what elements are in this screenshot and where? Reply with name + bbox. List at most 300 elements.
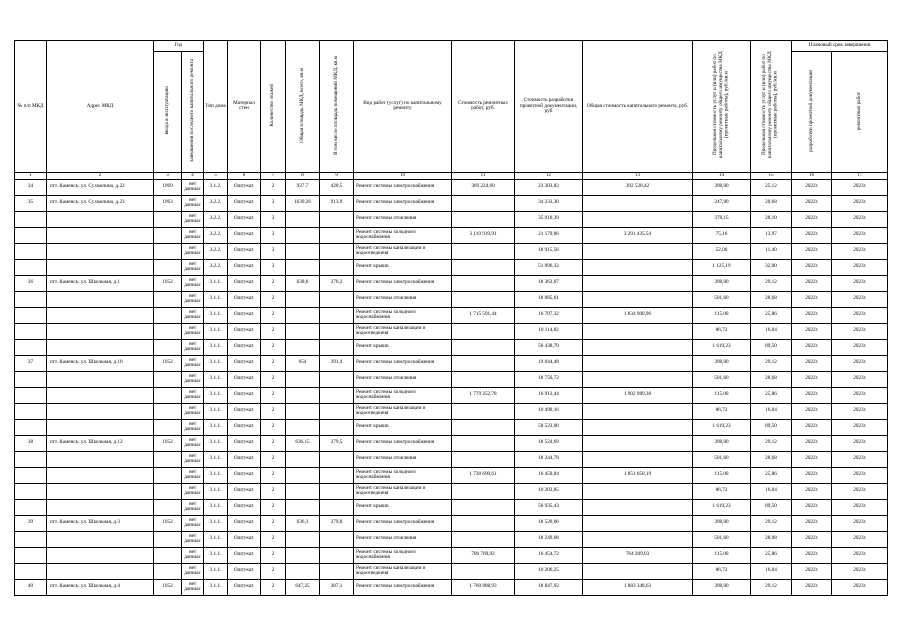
floors-cell: 2: [261, 275, 286, 291]
address-cell: [47, 291, 154, 307]
project-deadline-cell: 2022г: [792, 371, 832, 387]
address-cell: [47, 259, 154, 275]
premises-area-cell: [320, 419, 354, 435]
works-deadline-cell: 2023г: [832, 467, 888, 483]
works-deadline-cell: 2023г: [832, 179, 888, 195]
work-type-cell: Ремонт системы канализации и водоотведения: [354, 403, 452, 419]
works-deadline-cell: 2023г: [832, 531, 888, 547]
repair-cost-cell: [452, 211, 515, 227]
limit-cost-2-cell: 89,50: [751, 499, 792, 515]
table-row: [15, 435, 888, 451]
last-repair-cell: нет данных: [182, 563, 204, 579]
type-cell: 3.1.1.: [204, 531, 228, 547]
table-row: [15, 179, 888, 195]
limit-cost-2-cell: 28,68: [751, 451, 792, 467]
wall-cell: Оштукат.: [228, 355, 261, 371]
premises-area-cell: 387,1: [320, 579, 354, 595]
type-cell: 3.2.2.: [204, 259, 228, 275]
area-cell: [286, 371, 320, 387]
works-deadline-cell: 2023г: [832, 243, 888, 259]
last-repair-cell: нет данных: [182, 195, 204, 211]
year-cell: [154, 531, 182, 547]
year-cell: 1952: [154, 435, 182, 451]
address-cell: пгт. Каменск, ул. Школьная, д.3: [47, 515, 154, 531]
table-row: [15, 307, 888, 323]
row-number: [15, 563, 47, 579]
row-number: 36: [15, 275, 47, 291]
type-cell: 3.2.2.: [204, 243, 228, 259]
project-cost-cell: 10 206,25: [515, 563, 583, 579]
repair-cost-cell: [452, 531, 515, 547]
last-repair-cell: нет данных: [182, 483, 204, 499]
premises-area-cell: 379,5: [320, 435, 354, 451]
type-cell: 3.1.1.: [204, 451, 228, 467]
area-cell: 1639,26: [286, 195, 320, 211]
limit-cost-2-cell: 11,40: [751, 243, 792, 259]
column-number: 8: [286, 172, 320, 179]
type-cell: 3.2.2.: [204, 227, 228, 243]
area-cell: 636,3: [286, 515, 320, 531]
floors-cell: 2: [261, 387, 286, 403]
address-cell: [47, 307, 154, 323]
project-cost-cell: 18 915,56: [515, 243, 583, 259]
limit-cost-1-cell: 398,00: [693, 355, 751, 371]
last-repair-cell: нет данных: [182, 403, 204, 419]
work-type-cell: Ремонт системы электроснабжения: [354, 275, 452, 291]
wall-cell: Оштукат.: [228, 323, 261, 339]
type-cell: 3.1.1.: [204, 387, 228, 403]
premises-area-cell: 379,8: [320, 515, 354, 531]
total-cost-cell: [583, 195, 693, 211]
area-cell: 636,15: [286, 435, 320, 451]
year-cell: 1963: [154, 195, 182, 211]
repair-cost-cell: [452, 339, 515, 355]
repair-cost-cell: 1 779 252,78: [452, 387, 515, 403]
floors-cell: 2: [261, 451, 286, 467]
floors-cell: 2: [261, 291, 286, 307]
last-repair-cell: нет данных: [182, 243, 204, 259]
limit-cost-2-cell: 16,04: [751, 403, 792, 419]
premises-area-cell: 420,5: [320, 179, 354, 195]
floors-cell: 2: [261, 547, 286, 563]
works-deadline-cell: 2023г: [832, 195, 888, 211]
total-cost-cell: [583, 435, 693, 451]
limit-cost-1-cell: 1 619,23: [693, 419, 751, 435]
type-cell: 3.2.2.: [204, 195, 228, 211]
type-cell: 3.2.2.: [204, 211, 228, 227]
floors-cell: 3: [261, 227, 286, 243]
address-cell: пгт. Каменск, ул. Школьная, д.1: [47, 275, 154, 291]
area-cell: 647,25: [286, 579, 320, 595]
area-cell: [286, 483, 320, 499]
total-cost-cell: [583, 371, 693, 387]
row-number: 38: [15, 435, 47, 451]
last-repair-cell: нет данных: [182, 339, 204, 355]
wall-cell: Оштукат.: [228, 275, 261, 291]
total-cost-cell: 392 528,42: [583, 179, 693, 195]
type-cell: 3.1.1.: [204, 419, 228, 435]
address-cell: пгт. Каменск, ул. Сухомлина, д.23: [47, 195, 154, 211]
table-row: [15, 195, 888, 211]
floors-cell: 2: [261, 339, 286, 355]
work-type-cell: Ремонт системы холодного водоснабжения: [354, 547, 452, 563]
table-body: [15, 179, 888, 595]
floors-cell: 3: [261, 211, 286, 227]
project-deadline-cell: 2022г: [792, 243, 832, 259]
project-cost-cell: 10 203,85: [515, 483, 583, 499]
limit-cost-2-cell: 25,86: [751, 307, 792, 323]
year-cell: [154, 211, 182, 227]
row-number: [15, 211, 47, 227]
limit-cost-2-cell: 25,86: [751, 547, 792, 563]
premises-area-cell: [320, 227, 354, 243]
last-repair-cell: нет данных: [182, 259, 204, 275]
row-number: [15, 403, 47, 419]
limit-cost-2-cell: 29,12: [751, 275, 792, 291]
repair-cost-cell: 1 715 591,44: [452, 307, 515, 323]
repair-cost-cell: 3 119 919,91: [452, 227, 515, 243]
project-cost-cell: 16 450,84: [515, 467, 583, 483]
table-row: [15, 387, 888, 403]
works-deadline-cell: 2023г: [832, 451, 888, 467]
total-cost-cell: 1 902 989,38: [583, 387, 693, 403]
premises-area-cell: [320, 467, 354, 483]
wall-cell: Оштукат.: [228, 547, 261, 563]
year-cell: [154, 483, 182, 499]
total-cost-cell: [583, 323, 693, 339]
project-deadline-cell: 2022г: [792, 179, 832, 195]
project-cost-cell: 18 244,78: [515, 451, 583, 467]
repair-cost-cell: [452, 371, 515, 387]
total-cost-cell: [583, 483, 693, 499]
limit-cost-1-cell: 378,15: [693, 211, 751, 227]
area-cell: [286, 259, 320, 275]
works-deadline-cell: 2023г: [832, 403, 888, 419]
repair-cost-cell: [452, 419, 515, 435]
last-repair-cell: нет данных: [182, 547, 204, 563]
type-cell: 3.1.1.: [204, 371, 228, 387]
last-repair-cell: нет данных: [182, 371, 204, 387]
year-cell: [154, 307, 182, 323]
table-row: [15, 467, 888, 483]
repair-cost-cell: [452, 483, 515, 499]
area-cell: [286, 547, 320, 563]
year-cell: [154, 547, 182, 563]
limit-cost-2-cell: 28,10: [751, 211, 792, 227]
wall-cell: Оштукат.: [228, 227, 261, 243]
wall-cell: Оштукат.: [228, 179, 261, 195]
type-cell: 3.1.1.: [204, 291, 228, 307]
type-cell: 3.1.1.: [204, 435, 228, 451]
project-deadline-cell: 2022г: [792, 403, 832, 419]
header-premises-area: В том числе площадь помещений МКД, кв.м: [320, 41, 354, 173]
project-cost-cell: 18 363,07: [515, 275, 583, 291]
project-deadline-cell: 2022г: [792, 483, 832, 499]
premises-area-cell: [320, 211, 354, 227]
capital-repair-table: [14, 40, 888, 596]
premises-area-cell: 376,2: [320, 275, 354, 291]
area-cell: [286, 291, 320, 307]
limit-cost-1-cell: 86,72: [693, 403, 751, 419]
limit-cost-2-cell: 28,08: [751, 531, 792, 547]
limit-cost-2-cell: 29,12: [751, 515, 792, 531]
table-row: [15, 403, 888, 419]
works-deadline-cell: 2023г: [832, 499, 888, 515]
area-cell: [286, 451, 320, 467]
work-type-cell: Ремонт системы канализации и водоотведения: [354, 563, 452, 579]
area-cell: [286, 211, 320, 227]
project-deadline-cell: 2022г: [792, 547, 832, 563]
area-cell: [286, 403, 320, 419]
header-limit-cost-2: Предельная стоимость услуг и (или) работ по капитальному ремонту общего имущества МКД (проектные работы), руб./кв.м: [751, 41, 792, 173]
wall-cell: Оштукат.: [228, 195, 261, 211]
type-cell: 3.1.1.: [204, 403, 228, 419]
area-cell: [286, 499, 320, 515]
year-cell: [154, 563, 182, 579]
wall-cell: Оштукат.: [228, 563, 261, 579]
work-type-cell: Ремонт системы электроснабжения: [354, 435, 452, 451]
type-cell: 3.1.1.: [204, 579, 228, 595]
address-cell: [47, 499, 154, 515]
wall-cell: Оштукат.: [228, 467, 261, 483]
premises-area-cell: [320, 483, 354, 499]
repair-cost-cell: [452, 403, 515, 419]
floors-cell: 2: [261, 179, 286, 195]
header-address: Адрес МКД: [47, 41, 154, 173]
work-type-cell: Ремонт крыши: [354, 499, 452, 515]
floors-cell: 2: [261, 323, 286, 339]
limit-cost-2-cell: 89,50: [751, 339, 792, 355]
column-number: 11: [452, 172, 515, 179]
premises-area-cell: 391,4: [320, 355, 354, 371]
floors-cell: 2: [261, 419, 286, 435]
works-deadline-cell: 2023г: [832, 355, 888, 371]
project-deadline-cell: 2022г: [792, 355, 832, 371]
premises-area-cell: [320, 371, 354, 387]
premises-area-cell: [320, 499, 354, 515]
year-cell: [154, 291, 182, 307]
type-cell: 3.1.1.: [204, 515, 228, 531]
work-type-cell: Ремонт системы канализации и водоотведения: [354, 323, 452, 339]
wall-cell: Оштукат.: [228, 211, 261, 227]
project-deadline-cell: 2022г: [792, 451, 832, 467]
area-cell: 927.7: [286, 179, 320, 195]
table-row: [15, 371, 888, 387]
works-deadline-cell: 2023г: [832, 435, 888, 451]
table-row: [15, 547, 888, 563]
total-cost-cell: [583, 355, 693, 371]
row-number: [15, 483, 47, 499]
year-cell: 1952: [154, 275, 182, 291]
limit-cost-1-cell: 398,00: [693, 579, 751, 595]
project-deadline-cell: 2022г: [792, 467, 832, 483]
project-cost-cell: 18 249,08: [515, 531, 583, 547]
works-deadline-cell: 2023г: [832, 323, 888, 339]
year-cell: [154, 339, 182, 355]
last-repair-cell: нет данных: [182, 291, 204, 307]
row-number: [15, 307, 47, 323]
column-number: 17: [832, 172, 888, 179]
year-cell: [154, 259, 182, 275]
total-cost-cell: [583, 291, 693, 307]
repair-cost-cell: [452, 291, 515, 307]
column-number: 16: [792, 172, 832, 179]
row-number: [15, 243, 47, 259]
address-cell: [47, 323, 154, 339]
project-cost-cell: 58 533,00: [515, 419, 583, 435]
column-number: 4: [182, 172, 204, 179]
last-repair-cell: нет данных: [182, 579, 204, 595]
wall-cell: Оштукат.: [228, 435, 261, 451]
work-type-cell: Ремонт системы канализации и водоотведения: [354, 483, 452, 499]
repair-cost-cell: [452, 355, 515, 371]
header-commissioning-year: ввода в эксплуатацию: [154, 52, 182, 173]
row-number: 39: [15, 515, 47, 531]
limit-cost-1-cell: 398,00: [693, 275, 751, 291]
last-repair-cell: нет данных: [182, 179, 204, 195]
row-number: [15, 323, 47, 339]
column-number: 14: [693, 172, 751, 179]
project-cost-cell: 34 333,30: [515, 195, 583, 211]
table-row: [15, 339, 888, 355]
year-cell: 1969: [154, 179, 182, 195]
row-number: [15, 467, 47, 483]
limit-cost-2-cell: 16,04: [751, 563, 792, 579]
project-cost-cell: 35 010,39: [515, 211, 583, 227]
works-deadline-cell: 2023г: [832, 579, 888, 595]
limit-cost-1-cell: 75,16: [693, 227, 751, 243]
header-year-group: Год: [154, 41, 204, 52]
work-type-cell: Ремонт крыши: [354, 419, 452, 435]
total-cost-cell: [583, 275, 693, 291]
row-number: 37: [15, 355, 47, 371]
limit-cost-1-cell: 501,60: [693, 371, 751, 387]
column-number: 5: [204, 172, 228, 179]
header-project-deadline: разработки проектной документации: [792, 52, 832, 173]
repair-cost-cell: 369 224,60: [452, 179, 515, 195]
year-cell: 1952: [154, 579, 182, 595]
works-deadline-cell: 2023г: [832, 547, 888, 563]
row-number: [15, 227, 47, 243]
project-cost-cell: 18 847,92: [515, 579, 583, 595]
area-cell: [286, 339, 320, 355]
project-deadline-cell: 2022г: [792, 419, 832, 435]
column-number-row: [15, 172, 888, 179]
header-house-type: Тип дома: [204, 41, 228, 173]
work-type-cell: Ремонт системы электроснабжения: [354, 579, 452, 595]
column-number: 2: [47, 172, 154, 179]
project-deadline-cell: 2022г: [792, 563, 832, 579]
premises-area-cell: [320, 563, 354, 579]
repair-cost-cell: [452, 275, 515, 291]
work-type-cell: Ремонт системы канализации и водоотведения: [354, 243, 452, 259]
work-type-cell: Ремонт системы электроснабжения: [354, 195, 452, 211]
type-cell: 3.1.1.: [204, 467, 228, 483]
last-repair-cell: нет данных: [182, 355, 204, 371]
last-repair-cell: нет данных: [182, 451, 204, 467]
repair-cost-cell: [452, 563, 515, 579]
total-cost-cell: [583, 419, 693, 435]
wall-cell: Оштукат.: [228, 451, 261, 467]
row-number: [15, 291, 47, 307]
project-cost-cell: 18 520,06: [515, 515, 583, 531]
project-deadline-cell: 2022г: [792, 323, 832, 339]
header-work-type: Вид работ (услуг) по капитальному ремонту: [354, 41, 452, 173]
column-number: 9: [320, 172, 354, 179]
row-number: 40: [15, 579, 47, 595]
works-deadline-cell: 2023г: [832, 387, 888, 403]
limit-cost-1-cell: 115,00: [693, 547, 751, 563]
floors-cell: 3: [261, 259, 286, 275]
project-deadline-cell: 2022г: [792, 291, 832, 307]
total-cost-cell: [583, 211, 693, 227]
limit-cost-1-cell: 501,60: [693, 291, 751, 307]
header-wall-material: Материал стен: [228, 41, 261, 173]
header-repair-cost: Стоимость ремонтных работ, руб.: [452, 41, 515, 173]
limit-cost-2-cell: 25,86: [751, 467, 792, 483]
type-cell: 3.1.1.: [204, 547, 228, 563]
address-cell: [47, 403, 154, 419]
area-cell: [286, 563, 320, 579]
wall-cell: Оштукат.: [228, 291, 261, 307]
works-deadline-cell: 2023г: [832, 483, 888, 499]
row-number: [15, 419, 47, 435]
repair-cost-cell: [452, 515, 515, 531]
last-repair-cell: нет данных: [182, 211, 204, 227]
limit-cost-1-cell: 398,00: [693, 179, 751, 195]
column-number: 12: [515, 172, 583, 179]
repair-cost-cell: 1 760 888,93: [452, 579, 515, 595]
row-number: [15, 371, 47, 387]
total-cost-cell: [583, 259, 693, 275]
project-cost-cell: 18 085,61: [515, 291, 583, 307]
address-cell: [47, 419, 154, 435]
header-total-area: Общая площадь МКД, всего, кв.м: [286, 41, 320, 173]
limit-cost-2-cell: 89,50: [751, 419, 792, 435]
work-type-cell: Ремонт системы холодного водоснабжения: [354, 387, 452, 403]
area-cell: [286, 243, 320, 259]
premises-area-cell: [320, 387, 354, 403]
capital-repair-table-container: [14, 40, 888, 596]
limit-cost-1-cell: 115,00: [693, 307, 751, 323]
row-number: 35: [15, 195, 47, 211]
total-cost-cell: 1 834 900,96: [583, 307, 693, 323]
project-cost-cell: 21 179,86: [515, 227, 583, 243]
work-type-cell: Ремонт системы отопления: [354, 531, 452, 547]
repair-cost-cell: [452, 259, 515, 275]
wall-cell: Оштукат.: [228, 579, 261, 595]
works-deadline-cell: 2023г: [832, 259, 888, 275]
project-deadline-cell: 2022г: [792, 275, 832, 291]
total-cost-cell: [583, 451, 693, 467]
table-row: [15, 499, 888, 515]
type-cell: 3.1.1.: [204, 339, 228, 355]
row-number: [15, 451, 47, 467]
type-cell: 3.1.1.: [204, 323, 228, 339]
year-cell: [154, 387, 182, 403]
wall-cell: Оштукат.: [228, 243, 261, 259]
type-cell: 3.1.1.: [204, 355, 228, 371]
project-cost-cell: 23 303,82: [515, 179, 583, 195]
floors-cell: 2: [261, 579, 286, 595]
limit-cost-1-cell: 1 619,23: [693, 339, 751, 355]
total-cost-cell: [583, 243, 693, 259]
floors-cell: 2: [261, 355, 286, 371]
premises-area-cell: [320, 339, 354, 355]
table-row: [15, 531, 888, 547]
limit-cost-2-cell: 25,86: [751, 387, 792, 403]
limit-cost-1-cell: 501,60: [693, 531, 751, 547]
